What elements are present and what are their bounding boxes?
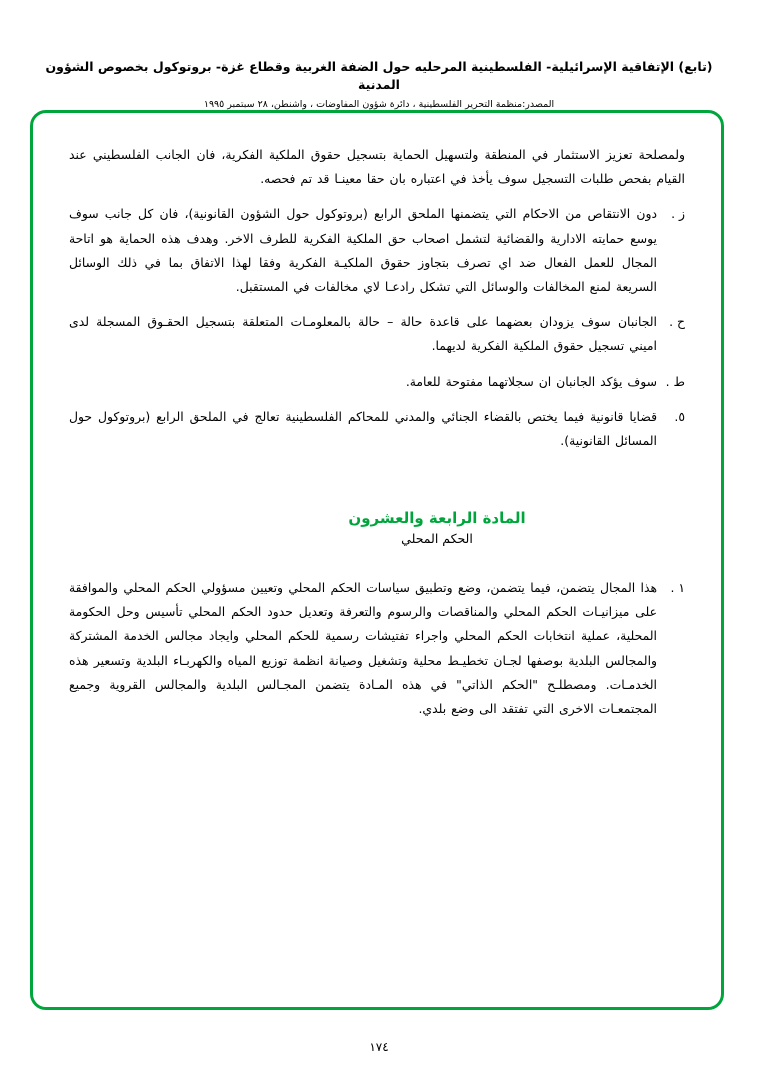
paragraph-text: الجانبان سوف يزودان بعضهما على قاعدة حالة – حالة بالمعلومـات المتعلقة بتسجيل الحقـوق المسجلة لدى اميني تسجيل حقوق الملكية الفكرية لديهما. <box>69 314 657 354</box>
paragraph <box>69 370 685 394</box>
paragraph <box>69 143 685 191</box>
paragraph-text: دون الانتقاص من الاحكام التي يتضمنها الملحق الرابع (بروتوكول حول الشؤون القانونية)، فان كل جانب سوف يوسع حمايته الادارية والقضائية لتشمل اصحاب حق الملكية الفكرية للطرف الاخر. وهدف هذه الحماية هو اتاحة المجال للعمل الفعال ضد اي تصرف بتجاوز حقوق الملكيـة الفكرية وفقا لهذا الاتفاق بما في ذلك الوسائل السريعة لمنع المخالفات والوسائل التي تشكل رادعـا لاي مخالفات في المستقبل. <box>69 206 657 294</box>
paragraph <box>69 576 685 721</box>
document-body <box>69 143 685 987</box>
paragraph-marker: ١ . <box>670 580 685 596</box>
paragraph-marker: ط . <box>665 373 685 389</box>
page-header <box>0 58 758 110</box>
paragraph-marker: ٥. <box>674 408 685 424</box>
content-frame <box>30 110 724 1010</box>
document-source: المصدر:منظمة التحرير الفلسطينية ، دائرة شؤون المفاوضات ، واشنطن، ٢٨ سبتمبر ١٩٩٥ <box>203 99 555 110</box>
paragraph <box>69 202 685 299</box>
section-heading: المادة الرابعة والعشرون <box>348 509 526 528</box>
paragraph <box>69 310 685 358</box>
page-footer <box>0 1040 758 1054</box>
paragraph-text: هذا المجال يتضمن، فيما يتضمن، وضع وتطبيق سياسات الحكم المحلي وتعيين مسؤولي الحكم المحلي والموافقة على ميزانيـات الحكم المحلي والمناقصات والرسوم والتعرفة وتعديل حدود الحكم المحلي تأسيس وحل الحكومة المحلية، عملية انتخابات الحكم المحلي واجراء تفتيشات رسمية للحكم المحلي وايجاد مجالس الخدمة المشتركة والمجالس البلدية بوصفها لجـان تخطيـط محلية وتشغيل وصيانة انظمة توزيع المياه والكهربـاء البلدية وتسعير هذه الخدمـات. ومصطلـح "الحكم الذاتي" في هذه المـادة يتضمن المجـالس البلدية والمجالس القروية وجميع المجتمعـات الاخرى التي تفتقد الى وضع بلدي. <box>69 580 657 716</box>
paragraph-text: ولمصلحة تعزيز الاستثمار في المنطقة ولتسهيل الحماية بتسجيل حقوق الملكية الفكرية، فان الجانب الفلسطيني عند القيام بفحص طلبات التسجيل سوف يأخذ في اعتباره بان حقا معينـا قد تم فحصه. <box>69 147 685 187</box>
paragraph <box>69 405 685 453</box>
section-subheading: الحكم المحلي <box>401 531 473 547</box>
paragraph-marker: ز . <box>671 206 685 222</box>
paragraph-text: سوف يؤكد الجانبان ان سجلاتهما مفتوحة للعامة. <box>405 373 657 389</box>
page-number: ١٧٤ <box>369 1040 389 1054</box>
paragraph-text: قضايا قانونية فيما يختص بالقضاء الجنائي والمدني للمحاكم الفلسطينية تعالج في الملحق الرابع (بروتوكول حول المسائل القانونية). <box>69 408 657 448</box>
paragraph-marker: ح . <box>669 314 685 330</box>
document-title: (تابع) الإتفاقية الإسرائيلية- الفلسطينية المرحليه حول الضفة الغربية وقطاع غزة- بروتوكول بخصوص الشؤون المدنية <box>45 59 713 92</box>
